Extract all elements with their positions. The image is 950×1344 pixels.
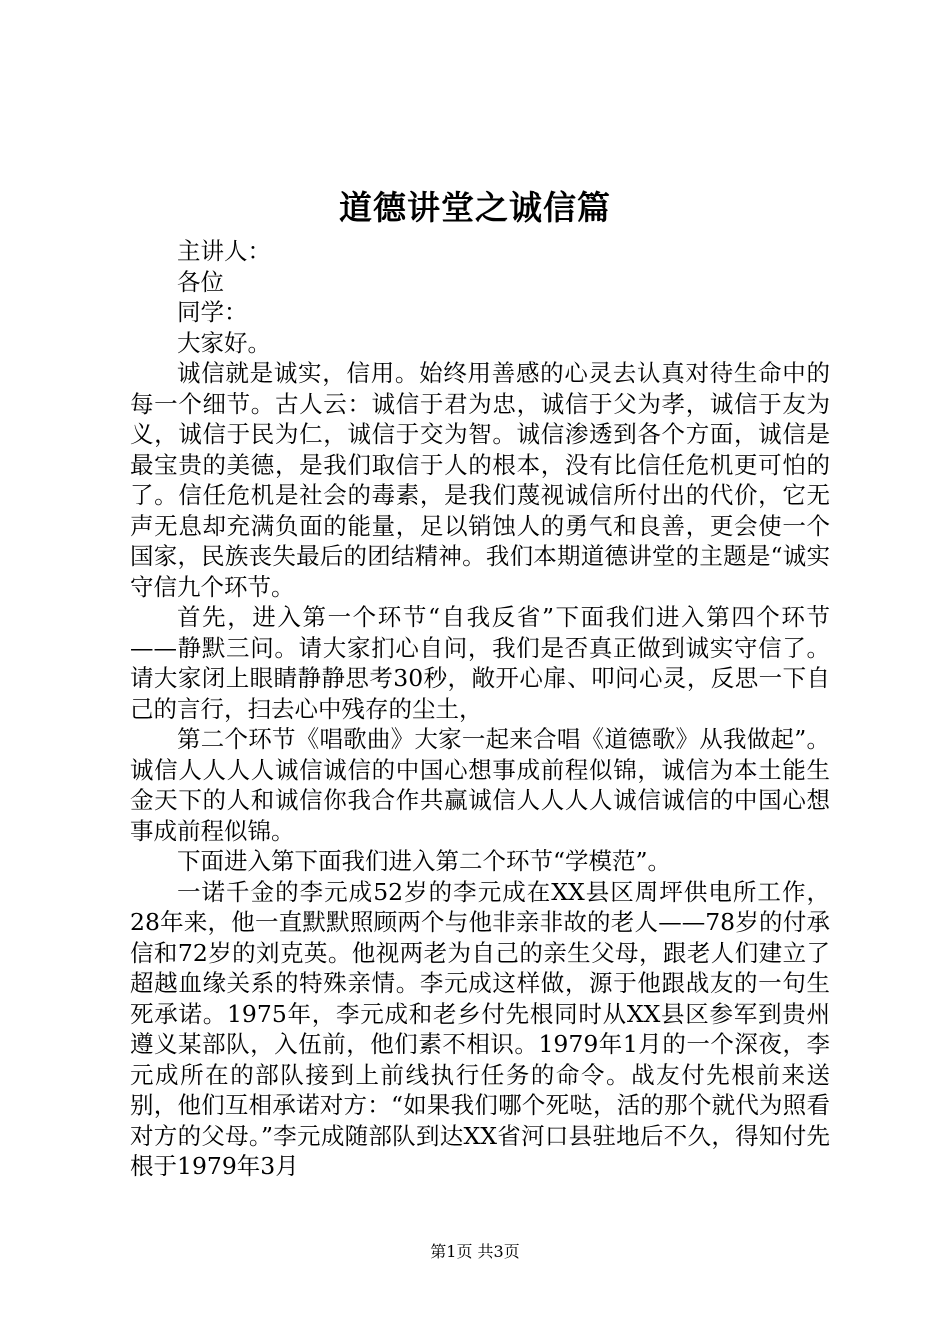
document-body	[130, 236, 830, 1182]
body-paragraph: 诚信就是诚实，信用。始终用善感的心灵去认真对待生命中的每一个细节。古人云：诚信于君为忠，诚信于父为孝，诚信于友为义，诚信于民为仁，诚信于交为智。诚信渗透到各个方面，诚信是最宝贵的美德，是我们取信于人的根本，没有比信任危机更可怕的了。信任危机是社会的毒素，是我们蔑视诚信所付出的代价，它无声无息却充满负面的能量，足以销蚀人的勇气和良善，更会使一个国家，民族丧失最后的团结精神。我们本期道德讲堂的主题是“诚实守信九个环节。	[130, 359, 830, 601]
body-paragraph: 首先，进入第一个环节“自我反省”下面我们进入第四个环节——静默三问。请大家扪心自问，我们是否真正做到诚实守信了。请大家闭上眼睛静静思考30秒，敞开心扉、叩问心灵，反思一下自己的言行，扫去心中残存的尘土，	[130, 603, 830, 723]
greeting-line-1: 各位	[177, 267, 224, 296]
body-paragraph: 一诺千金的李元成52岁的李元成在XX县区周坪供电所工作，28年来，他一直默默照顾两个与他非亲非故的老人——78岁的付承信和72岁的刘克英。他视两老为自己的亲生父母，跟老人们建立了超越血缘关系的特殊亲情。李元成这样做，源于他跟战友的一句生死承诺。1975年，李元成和老乡付先根同时从XX县区参军到贵州遵义某部队，入伍前，他们素不相识。1979年1月的一个深夜，李元成所在的部队接到上前线执行任务的命令。战友付先根前来送别，他们互相承诺对方：“如果我们哪个死哒，活的那个就代为照看对方的父母。”李元成随部队到达XX省河口县驻地后不久，得知付先根于1979年3月	[130, 877, 830, 1180]
greeting-line-3: 大家好。	[177, 328, 271, 357]
page-number-footer: 第1页 共3页	[430, 1242, 520, 1261]
greeting-line-2: 同学：	[177, 298, 248, 326]
body-paragraph: 下面进入第下面我们进入第二个环节“学模范”。	[177, 847, 672, 875]
document-title: 道德讲堂之诚信篇	[339, 188, 611, 227]
speaker-line: 主讲人：	[177, 237, 271, 265]
body-paragraph: 第二个环节《唱歌曲》大家一起来合唱《道德歌》从我做起”。诚信人人人人诚信诚信的中国心想事成前程似锦，诚信为本土能生金天下的人和诚信你我合作共赢诚信人人人人诚信诚信的中国心想事成前程似锦。	[130, 725, 830, 845]
